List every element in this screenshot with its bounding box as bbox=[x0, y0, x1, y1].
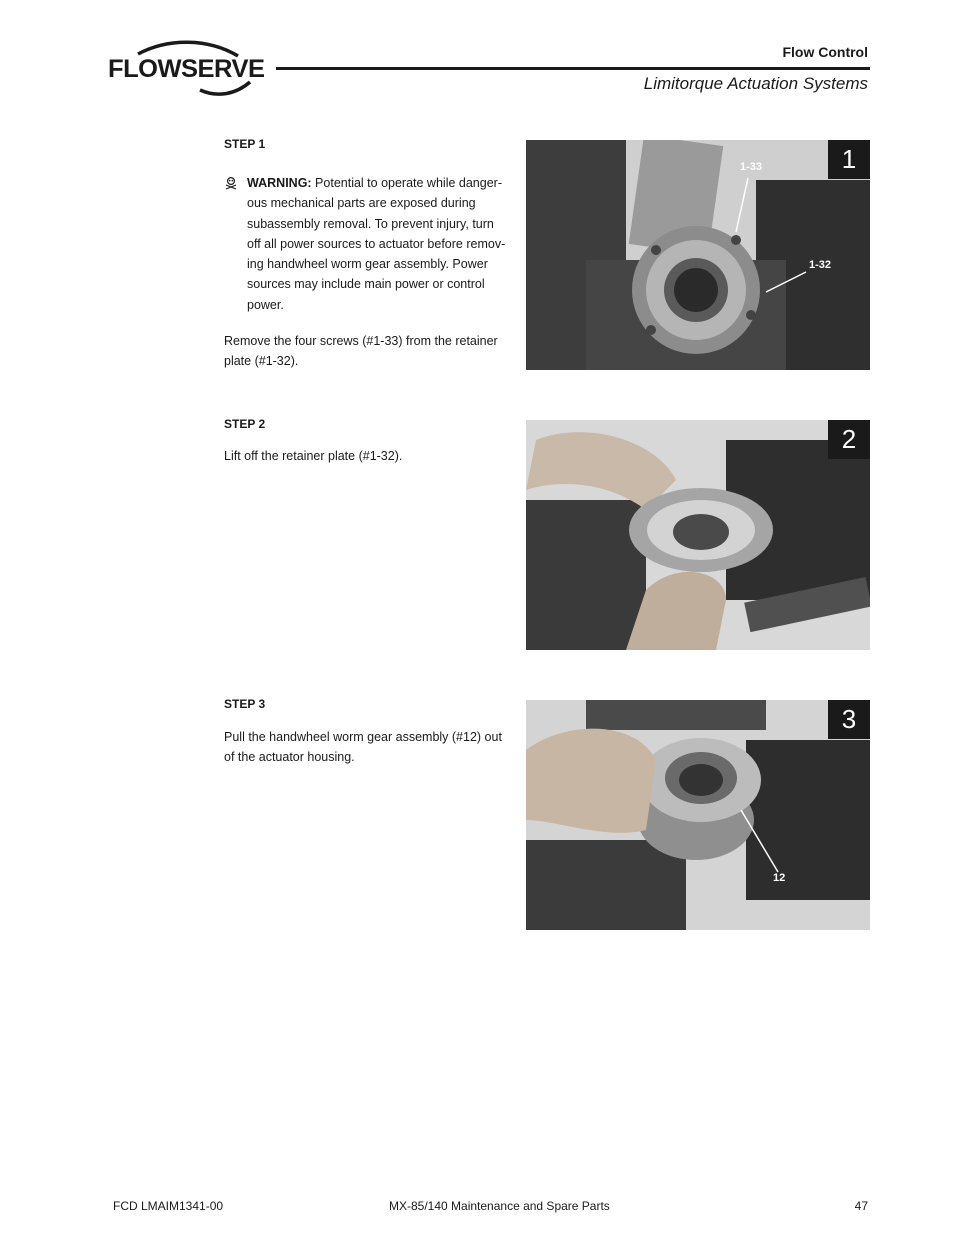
header-subtitle: Limitorque Actuation Systems bbox=[643, 74, 868, 93]
skull-crossbones-icon bbox=[224, 176, 238, 190]
logo-wordmark: FLOWSERVE bbox=[108, 55, 265, 83]
warning-block bbox=[224, 173, 506, 315]
step-1-title: STEP 1 bbox=[224, 137, 266, 151]
warning-text: Potential to operate while danger-ous mechanical parts are exposed during subassembly removal. To prevent injury, turn off all power sources to actuator before remov-ing handwheel worm gear assembly. Power sources may include main power or control power. bbox=[247, 176, 506, 312]
footer-doc-title: MX-85/140 Maintenance and Spare Parts bbox=[389, 1199, 610, 1213]
callout-12: 12 bbox=[773, 872, 786, 884]
figure-3-photo bbox=[526, 700, 870, 930]
flowserve-logo bbox=[108, 40, 268, 102]
footer-doc-code: FCD LMAIM1341-00 bbox=[113, 1199, 224, 1213]
figure-2-number: 2 bbox=[828, 420, 870, 459]
figure-1-photo bbox=[526, 140, 870, 370]
callout-1-32: 1-32 bbox=[809, 259, 832, 271]
step-2-title: STEP 2 bbox=[224, 417, 266, 431]
callout-1-33: 1-33 bbox=[740, 161, 763, 173]
step-3-title: STEP 3 bbox=[224, 697, 266, 711]
figure-3-number: 3 bbox=[828, 700, 870, 739]
header-company: Flow Control bbox=[782, 44, 868, 60]
warning-label: WARNING: bbox=[247, 176, 312, 190]
figure-1-number: 1 bbox=[828, 140, 870, 179]
step-1-text: Remove the four screws (#1-33) from the retainer plate (#1-32). bbox=[224, 334, 498, 369]
step-2-text: Lift off the retainer plate (#1-32). bbox=[224, 449, 403, 463]
figure-2-photo bbox=[526, 420, 870, 650]
footer-page-number: 47 bbox=[854, 1199, 868, 1213]
step-3-text: Pull the handwheel worm gear assembly (#12) out of the actuator housing. bbox=[224, 730, 502, 765]
header-rule bbox=[276, 67, 870, 70]
